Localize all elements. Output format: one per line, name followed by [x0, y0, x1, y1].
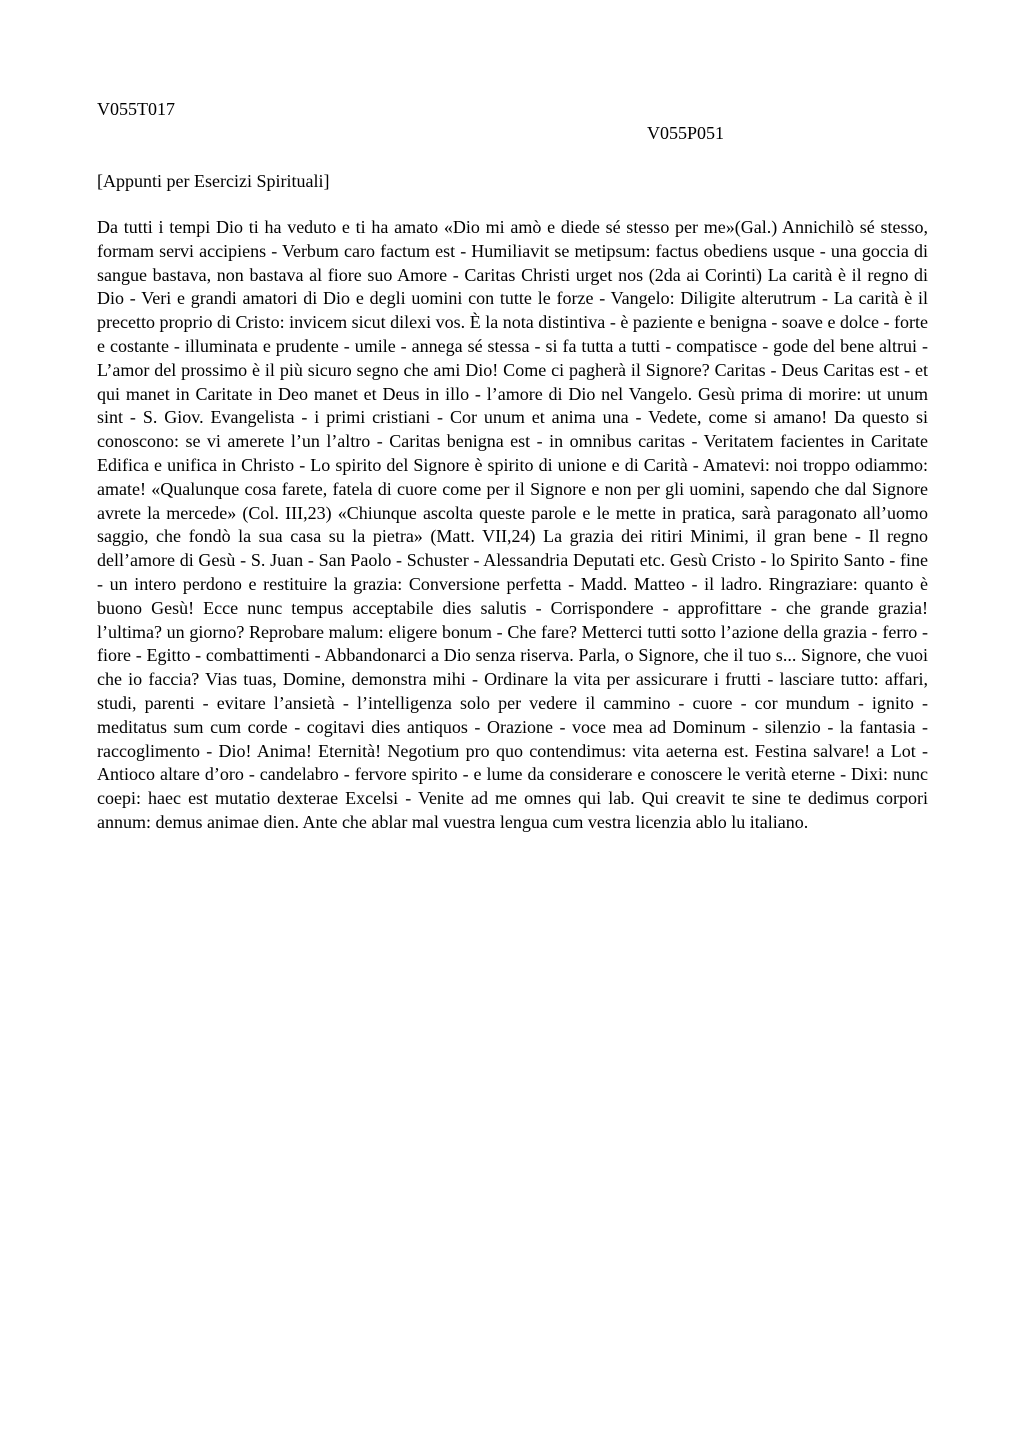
document-title: [Appunti per Esercizi Spirituali] — [97, 171, 330, 191]
body-paragraph: Da tutti i tempi Dio ti ha veduto e ti ha amato «Dio mi amò e diede sé stesso per me»(Gal.) Annichilò sé stesso, formam servi accipiens - Verbum caro factum est - Humiliavit se metipsum: factus obediens usque - una goccia di sangue bastava, non bastava al fiore suo Amore - Caritas Christi urget nos (2da ai Corinti) La carità è il regno di Dio - Veri e grandi amatori di Dio e degli uomini con tutte le forze - Vangelo: Diligite alterutrum - La carità è il precetto proprio di Cristo: invicem sicut dilexi vos. È la nota distintiva - è paziente e benigna - soave e dolce - forte e costante - illuminata e prudente - umile - annega sé stessa - si fa tutta a tutti - compatisce - gode del bene altrui - L’amor del prossimo è il più sicuro segno che ami Dio! Come ci pagherà il Signore? Caritas - Deus Caritas est - et qui manet in Caritate in Deo manet et Deus in illo - l’amore di Dio nel Vangelo. Gesù prima di morire: ut unum sint - S. Giov. Evangelista - i primi cristiani - Cor unum et anima una - Vedete, come si amano! Da questo si conoscono: se vi amerete l’un l’altro - Caritas benigna est - in omnibus caritas - Veritatem facientes in Caritate Edifica e unifica in Christo - Lo spirito del Signore è spirito di unione e di Carità - Amatevi: noi troppo odiammo: amate! «Qualunque cosa farete, fatela di cuore come per il Signore e non per gli uomini, sapendo che dal Signore avrete la mercede» (Col. III,23) «Chiunque ascolta queste parole e le mette in pratica, sarà paragonato all’uomo saggio, che fondò la sua casa su la pietra» (Matt. VII,24) La grazia dei ritiri Minimi, il gran bene - Il regno dell’amore di Gesù - S. Juan - San Paolo - Schuster - Alessandria Deputati etc. Gesù Cristo - lo Spirito Santo - fine - un intero perdono e restituire la grazia: Conversione perfetta - Madd. Matteo - il ladro. Ringraziare: quanto è buono Gesù! Ecce nunc tempus acceptabile dies salutis - Corrispondere - approfittare - che grande grazia! l’ultima? un giorno? Reprobare malum: eligere bonum - Che fare? Metterci tutti sotto l’azione della grazia - ferro - fiore - Egitto - combattimenti - Abbandonarci a Dio senza riserva. Parla, o Signore, che il tuo s... Signore, che vuoi che io faccia? Vias tuas, Domine, demonstra mihi - Ordinare la vita per assicurare i frutti - lasciare tutto: affari, studi, parenti - evitare l’ansietà - l’intelligenza solo per vedere il cammino - cuore - cor mundum - ignito - meditatus sum cum corde - cogitavi dies antiquos - Orazione - voce mea ad Dominum - silenzio - la fantasia - raccoglimento - Dio! Anima! Eternità! Negotium pro quo contendimus: vita aeterna est. Festina salvare! a Lot - Antioco altare d’oro - candelabro - fervore spirito - e lume da considerare e conoscere le verità eterne - Dixi: nunc coepi: haec est mutatio dexterae Excelsi - Venite ad me omnes qui lab. Qui creavit te sine te dedimus corpori annum: demus animae dien. Ante che ablar mal vuestra lengua cum vestra licenzia ablo lu italiano. — [97, 217, 928, 832]
page-id: V055P051 — [647, 123, 725, 143]
document-id: V055T017 — [97, 99, 175, 119]
